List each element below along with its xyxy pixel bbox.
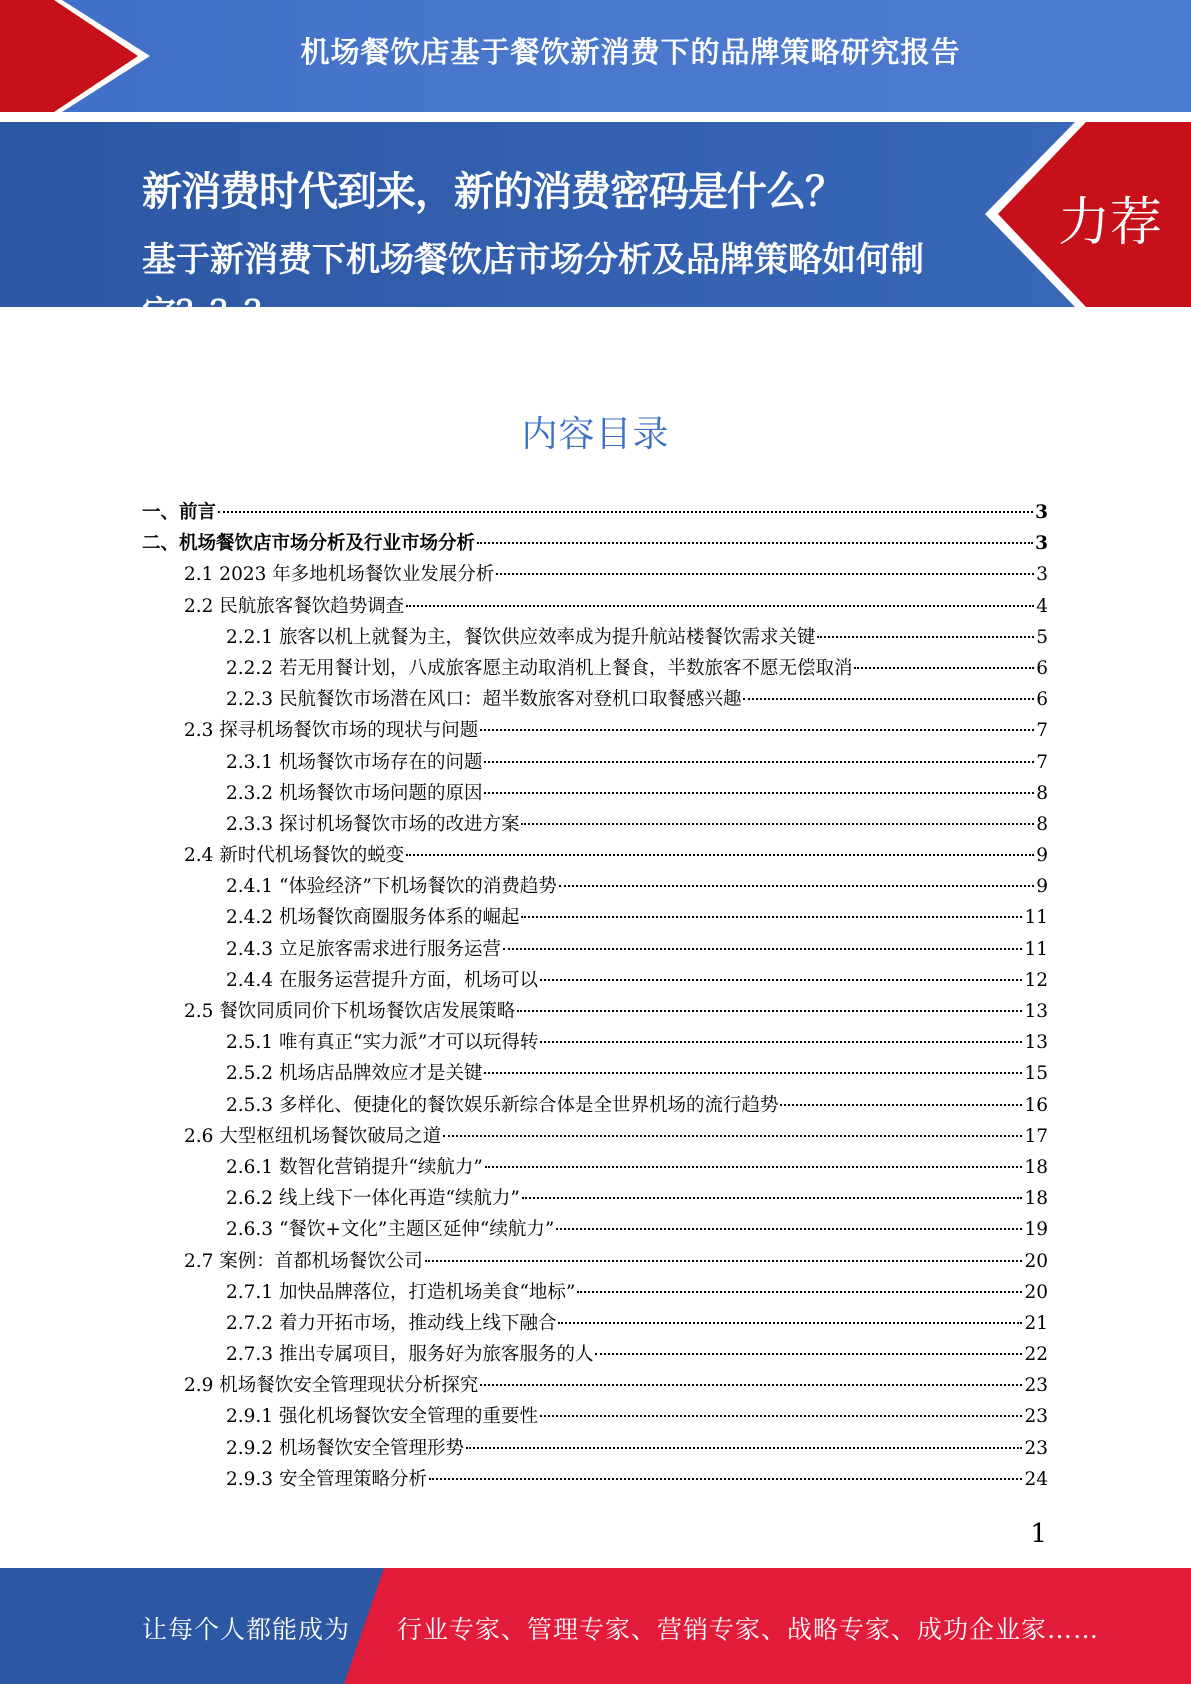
toc-entry-page: 18	[1024, 1188, 1048, 1210]
toc-entry[interactable]	[142, 591, 1048, 622]
toc-entry-page: 9	[1036, 876, 1048, 898]
toc-entry-page: 7	[1036, 751, 1048, 773]
toc-title: 内容目录	[521, 414, 670, 455]
toc-entry-label: 2.1 2023 年多地机场餐饮业发展分析	[184, 564, 495, 586]
toc-entry-page: 3	[1035, 533, 1048, 555]
toc-entry-page: 3	[1036, 564, 1048, 586]
toc-dot-leader	[443, 1135, 1022, 1137]
toc-dot-leader	[556, 1228, 1022, 1230]
toc-dot-leader	[480, 1384, 1022, 1386]
toc-entry[interactable]	[142, 996, 1048, 1027]
toc-entry-page: 22	[1024, 1344, 1048, 1366]
toc-entry[interactable]	[142, 1339, 1048, 1370]
toc-entry[interactable]	[142, 622, 1048, 653]
hero-subheadline: 基于新消费下机场餐饮店市场分析及品牌策略如何制定？？？	[142, 240, 924, 334]
toc-entry-label: 2.7.3 推出专属项目，服务好为旅客服务的人	[226, 1344, 594, 1366]
toc-entry-page: 19	[1024, 1219, 1048, 1241]
toc-entry[interactable]	[142, 559, 1048, 590]
toc-entry-label: 2.6.2 线上线下一体化再造“续航力”	[226, 1188, 520, 1210]
toc-dot-leader	[406, 605, 1034, 607]
toc-entry-label: 一、前言	[142, 502, 217, 523]
toc-entry[interactable]	[142, 809, 1048, 840]
toc-entry-label: 2.2 民航旅客餐饮趋势调查	[184, 595, 405, 617]
toc-dot-leader	[817, 636, 1034, 638]
toc-entry[interactable]	[142, 1121, 1048, 1152]
toc-entry-label: 2.6.1 数智化营销提升“续航力”	[226, 1156, 483, 1178]
toc-entry-label: 2.2.1 旅客以机上就餐为主，餐饮供应效率成为提升航站楼餐饮需求关键	[226, 626, 816, 648]
toc-entry-page: 5	[1036, 626, 1048, 648]
toc-entry-label: 2.4.4 在服务运营提升方面，机场可以	[226, 969, 538, 991]
toc-entry[interactable]	[142, 1152, 1048, 1183]
toc-entry-page: 7	[1036, 720, 1048, 742]
toc-dot-leader	[559, 885, 1034, 887]
toc-entry[interactable]	[142, 778, 1048, 809]
toc-entry-label: 2.5.3 多样化、便捷化的餐饮娱乐新综合体是全世界机场的流行趋势	[226, 1094, 779, 1116]
toc-entry-label: 2.3.1 机场餐饮市场存在的问题	[226, 751, 483, 773]
hero-banner	[0, 122, 1191, 334]
toc-dot-leader	[218, 511, 1033, 513]
toc-dot-leader	[485, 1166, 1023, 1168]
toc-dot-leader	[503, 948, 1022, 950]
toc-entry-page: 8	[1036, 782, 1048, 804]
toc-entry[interactable]	[142, 1464, 1048, 1495]
toc-entry-page: 13	[1024, 1001, 1048, 1022]
toc-entry[interactable]	[142, 1433, 1048, 1464]
toc-dot-leader	[521, 916, 1022, 918]
toc-entry-page: 23	[1024, 1406, 1048, 1428]
toc-dot-leader	[540, 1415, 1022, 1417]
toc-dot-leader	[522, 1197, 1023, 1199]
report-title: 机场餐饮店基于餐饮新消费下的品牌策略研究报告	[300, 35, 961, 69]
footer-band	[0, 1568, 1191, 1684]
toc-entry-label: 2.6.3 “餐饮+文化”主题区延伸“续航力”	[226, 1219, 555, 1241]
toc-dot-leader	[577, 1291, 1022, 1293]
toc-entry-label: 2.4 新时代机场餐饮的蜕变	[184, 845, 405, 867]
toc-dot-leader	[425, 1260, 1023, 1262]
toc-entry[interactable]	[142, 653, 1048, 684]
toc-entry-label: 2.2.2 若无用餐计划，八成旅客愿主动取消机上餐食，半数旅客不愿无偿取消	[226, 657, 853, 679]
toc-entry-page: 9	[1036, 845, 1048, 867]
toc-entry[interactable]	[142, 1027, 1048, 1058]
toc-entry-page: 20	[1024, 1281, 1048, 1303]
toc-entry-page: 15	[1024, 1063, 1048, 1085]
toc-dot-leader	[477, 542, 1033, 544]
toc-entry-label: 2.3 探寻机场餐饮市场的现状与问题	[184, 720, 479, 742]
toc-entry-page: 17	[1024, 1125, 1048, 1147]
toc-entry-label: 2.3.3 探讨机场餐饮市场的改进方案	[226, 813, 520, 835]
toc-dot-leader	[521, 823, 1034, 825]
toc-entry-page: 24	[1024, 1468, 1048, 1490]
toc-entry-label: 2.4.1 “体验经济”下机场餐饮的消费趋势	[226, 876, 557, 898]
toc-dot-leader	[558, 1322, 1022, 1324]
toc-entry[interactable]	[142, 1308, 1048, 1339]
toc-entry-label: 2.7.1 加快品牌落位，打造机场美食“地标”	[226, 1281, 576, 1303]
toc-entry[interactable]	[142, 1277, 1048, 1308]
toc-entry[interactable]	[142, 871, 1048, 902]
toc-entry-page: 6	[1036, 657, 1048, 679]
toc-entry[interactable]	[142, 715, 1048, 746]
toc-dot-leader	[540, 979, 1022, 981]
toc-entry[interactable]	[142, 1090, 1048, 1121]
toc-entry-label: 2.5 餐饮同质同价下机场餐饮店发展策略	[184, 1001, 516, 1022]
toc-entry-page: 13	[1024, 1032, 1048, 1054]
toc-dot-leader	[484, 792, 1034, 794]
toc-entry[interactable]	[142, 1214, 1048, 1245]
toc-entry[interactable]	[142, 1183, 1048, 1214]
toc-entry[interactable]	[142, 902, 1048, 933]
toc-entry[interactable]	[142, 497, 1048, 528]
table-of-contents	[142, 497, 1048, 1495]
toc-entry-page: 21	[1024, 1312, 1048, 1334]
toc-entry-page: 6	[1036, 689, 1048, 711]
toc-entry[interactable]	[142, 934, 1048, 965]
toc-entry[interactable]	[142, 1370, 1048, 1401]
toc-dot-leader	[517, 1010, 1022, 1012]
toc-dot-leader	[480, 729, 1034, 731]
toc-entry-label: 2.4.2 机场餐饮商圈服务体系的崛起	[226, 907, 520, 929]
page-number: 1	[1030, 1519, 1047, 1549]
toc-entry-page: 12	[1024, 969, 1048, 991]
toc-entry-label: 2.9 机场餐饮安全管理现状分析探究	[184, 1375, 479, 1397]
toc-entry-label: 2.5.1 唯有真正“实力派”才可以玩得转	[226, 1032, 539, 1054]
toc-entry-page: 20	[1024, 1250, 1048, 1272]
toc-entry[interactable]	[142, 747, 1048, 778]
toc-entry-page: 4	[1036, 595, 1048, 617]
toc-entry-label: 2.3.2 机场餐饮市场问题的原因	[226, 782, 483, 804]
toc-entry[interactable]	[142, 1246, 1048, 1277]
toc-dot-leader	[406, 854, 1034, 856]
toc-entry-label: 2.7 案例：首都机场餐饮公司	[184, 1250, 423, 1272]
toc-dot-leader	[743, 698, 1034, 700]
toc-entry[interactable]	[142, 1058, 1048, 1089]
footer-slogan-right: 行业专家、管理专家、营销专家、战略专家、成功企业家……	[397, 1615, 1100, 1644]
toc-entry-page: 18	[1024, 1156, 1048, 1178]
toc-entry-page: 23	[1024, 1437, 1048, 1459]
toc-entry-label: 2.9.1 强化机场餐饮安全管理的重要性	[226, 1406, 538, 1428]
toc-dot-leader	[484, 761, 1034, 763]
toc-entry-page: 23	[1024, 1375, 1048, 1397]
toc-entry[interactable]	[142, 528, 1048, 559]
toc-entry-label: 2.7.2 着力开拓市场，推动线上线下融合	[226, 1312, 557, 1334]
toc-entry[interactable]	[142, 840, 1048, 871]
toc-dot-leader	[595, 1353, 1022, 1355]
hero-headline: 新消费时代到来，新的消费密码是什么？	[142, 169, 844, 215]
footer-slogan-left: 让每个人都能成为	[142, 1615, 351, 1644]
toc-entry-label: 2.2.3 民航餐饮市场潜在风口：超半数旅客对登机口取餐感兴趣	[226, 689, 742, 711]
toc-dot-leader	[429, 1478, 1022, 1480]
toc-entry-label: 二、机场餐饮店市场分析及行业市场分析	[142, 533, 476, 555]
toc-entry-page: 11	[1024, 907, 1048, 929]
toc-dot-leader	[484, 1072, 1022, 1074]
toc-entry[interactable]	[142, 684, 1048, 715]
recommend-badge: 力荐	[1058, 193, 1163, 253]
toc-dot-leader	[854, 667, 1034, 669]
toc-dot-leader	[466, 1447, 1022, 1449]
toc-entry[interactable]	[142, 965, 1048, 996]
toc-entry-page: 8	[1036, 813, 1048, 835]
toc-entry[interactable]	[142, 1401, 1048, 1432]
header-band	[0, 0, 1191, 112]
toc-entry-page: 11	[1024, 938, 1048, 960]
toc-dot-leader	[540, 1041, 1022, 1043]
toc-entry-label: 2.6 大型枢纽机场餐饮破局之道	[184, 1125, 442, 1147]
toc-entry-page: 3	[1035, 502, 1048, 523]
toc-entry-label: 2.9.2 机场餐饮安全管理形势	[226, 1437, 464, 1459]
toc-entry-label: 2.9.3 安全管理策略分析	[226, 1468, 427, 1490]
toc-entry-label: 2.5.2 机场店品牌效应才是关键	[226, 1063, 483, 1085]
toc-dot-leader	[496, 573, 1034, 575]
toc-dot-leader	[780, 1104, 1022, 1106]
toc-entry-label: 2.4.3 立足旅客需求进行服务运营	[226, 938, 501, 960]
toc-entry-page: 16	[1024, 1094, 1048, 1116]
